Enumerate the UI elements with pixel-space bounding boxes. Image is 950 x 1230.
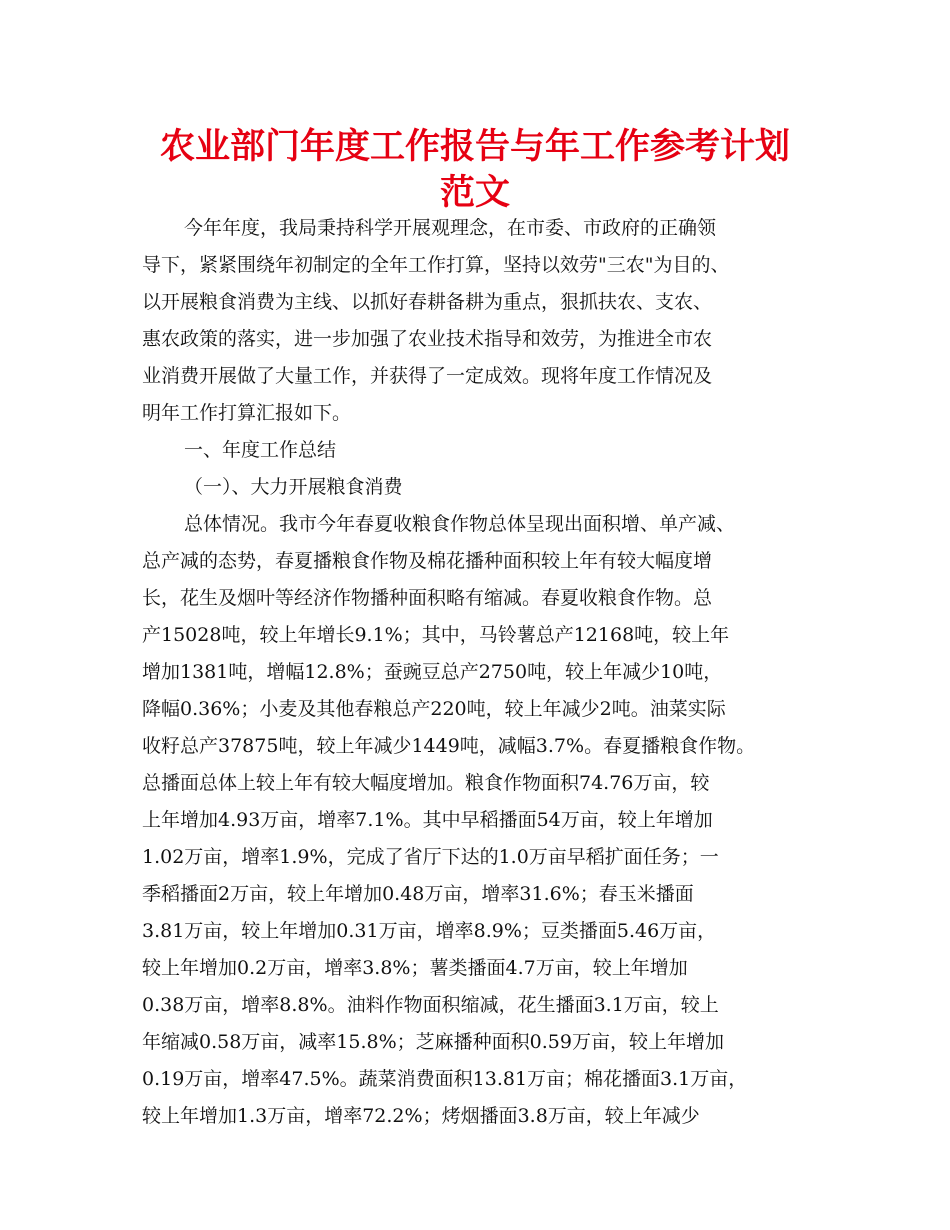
document-title-line-1: 农业部门年度工作报告与年工作参考计划 xyxy=(159,127,790,167)
body-line: 总体情况。我市今年春夏收粮食作物总体呈现出面积增、单产减、 xyxy=(184,513,736,535)
body-line: 长，花生及烟叶等经济作物播种面积略有缩减。春夏收粮食作物。总 xyxy=(142,587,713,609)
body-line: 较上年增加0.2万亩，增率3.8%；薯类播面4.7万亩，较上年增加 xyxy=(142,957,688,979)
body-line: 产15028吨，较上年增长9.1%；其中，马铃薯总产12168吨，较上年 xyxy=(142,624,730,646)
body-line: 业消费开展做了大量工作，并获得了一定成效。现将年度工作情况及 xyxy=(142,365,713,387)
body-line: 降幅0.36%；小麦及其他春粮总产220吨，较上年减少2吨。油菜实际 xyxy=(142,698,726,720)
body-line: 今年年度，我局秉持科学开展观理念，在市委、市政府的正确领 xyxy=(184,217,717,239)
body-line: 一、年度工作总结 xyxy=(184,439,337,461)
document-title-line-2: 范文 xyxy=(439,173,510,213)
body-line: 明年工作打算汇报如下。 xyxy=(142,402,352,424)
body-line: 季稻播面2万亩，较上年增加0.48万亩，增率31.6%；春玉米播面 xyxy=(142,883,694,905)
body-line: 年缩减0.58万亩，减率15.8%；芝麻播种面积0.59万亩，较上年增加 xyxy=(142,1031,724,1053)
body-line: 惠农政策的落实，进一步加强了农业技术指导和效劳，为推进全市农 xyxy=(142,328,713,350)
document-body xyxy=(142,210,822,1135)
body-line: 总产减的态势，春夏播粮食作物及棉花播种面积较上年有较大幅度增 xyxy=(142,550,713,572)
body-line: 以开展粮食消费为主线、以抓好春耕备耕为重点，狠抓扶农、支农、 xyxy=(142,291,713,313)
body-line: 较上年增加1.3万亩，增率72.2%；烤烟播面3.8万亩，较上年减少 xyxy=(142,1105,700,1127)
body-line: 1.02万亩，增率1.9%，完成了省厅下达的1.0万亩早稻扩面任务；一 xyxy=(142,846,719,868)
body-line: 0.19万亩，增率47.5%。蔬菜消费面积13.81万亩；棉花播面3.1万亩， xyxy=(142,1068,748,1090)
body-line: 上年增加4.93万亩，增率7.1%。其中早稻播面54万亩，较上年增加 xyxy=(142,809,713,831)
body-line: （一）、大力开展粮食消费 xyxy=(184,476,403,498)
body-line: 收籽总产37875吨，较上年减少1449吨，减幅3.7%。春夏播粮食作物。 xyxy=(142,735,756,757)
body-line: 3.81万亩，较上年增加0.31万亩，增率8.9%；豆类播面5.46万亩， xyxy=(142,920,717,942)
body-line: 总播面总体上较上年有较大幅度增加。粮食作物面积74.76万亩，较 xyxy=(142,772,710,794)
body-line: 导下，紧紧围绕年初制定的全年工作打算，坚持以效劳"三农"为目的、 xyxy=(142,254,730,276)
body-line: 增加1381吨，增幅12.8%；蚕豌豆总产2750吨，较上年减少10吨， xyxy=(142,661,723,683)
body-line: 0.38万亩，增率8.8%。油料作物面积缩减，花生播面3.1万亩，较上 xyxy=(142,994,719,1016)
